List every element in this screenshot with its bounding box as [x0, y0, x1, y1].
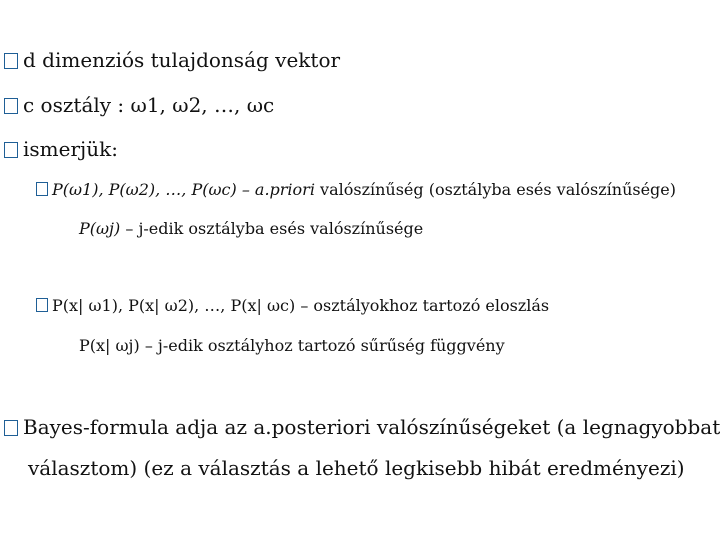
bullet-text: d dimenziós tulajdonság vektor [23, 48, 341, 72]
sub-bullet-apriori [36, 180, 676, 199]
apriori-note-formula: P(ωj) [79, 219, 121, 238]
apriori-formula: P(ω1), P(ω2), …, P(ωc) – a.priori [52, 180, 315, 199]
bullet-item-classes [4, 93, 274, 117]
bullet-item-bayes [4, 415, 720, 439]
bullet-text: Bayes-formula adja az a.posteriori valószínűségeket (a legnagyobbat [23, 415, 720, 439]
sub-bullet-distribution [36, 296, 549, 315]
bullet-item-bayes-continuation [28, 456, 685, 480]
apriori-note [79, 219, 423, 238]
bullet-text: ismerjük: [23, 137, 118, 161]
distribution-note-text: P(x| ωj) – j-edik osztályhoz tartozó sűrűség függvény [79, 336, 505, 355]
square-bullet-icon [36, 298, 48, 312]
square-bullet-icon [4, 53, 18, 69]
distribution-text: P(x| ω1), P(x| ω2), …, P(x| ωc) – osztályokhoz tartozó eloszlás [52, 296, 550, 315]
apriori-text: valószínűség (osztályba esés valószínűsége) [314, 180, 677, 199]
square-bullet-icon [36, 182, 48, 196]
bullet-item-known [4, 137, 118, 161]
square-bullet-icon [4, 98, 18, 114]
bullet-text-continuation: választom) (ez a választás a lehető legkisebb hibát eredményezi) [28, 456, 685, 480]
apriori-note-text: – j-edik osztályba esés valószínűsége [120, 219, 424, 238]
bullet-item-dimension [4, 48, 340, 72]
square-bullet-icon [4, 420, 18, 436]
distribution-note [79, 336, 505, 355]
square-bullet-icon [4, 142, 18, 158]
bullet-text: c osztály : ω1, ω2, …, ωc [23, 93, 275, 117]
